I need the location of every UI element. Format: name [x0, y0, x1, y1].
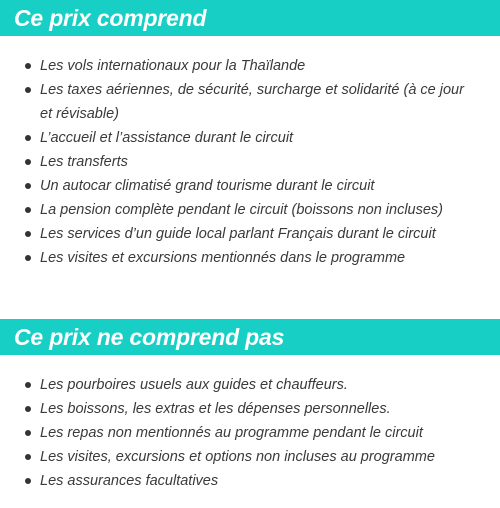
bullet-icon: [25, 255, 31, 261]
list-item-text: Les taxes aériennes, de sécurité, surcharge et solidarité (à ce jour et révisable): [40, 82, 464, 122]
included-list: [0, 54, 500, 270]
list-item-text: Les visites et excursions mentionnés dans le programme: [40, 250, 406, 266]
list-item-text: Les pourboires usuels aux guides et chauffeurs.: [40, 377, 348, 393]
list-item: [0, 54, 500, 78]
excluded-section-title: Ce prix ne comprend pas: [14, 323, 285, 350]
list-item-text: Les vols internationaux pour la Thaïlande: [40, 58, 306, 74]
bullet-icon: [25, 87, 31, 93]
list-item: [0, 78, 500, 126]
list-item: [0, 469, 500, 493]
list-item: [0, 445, 500, 469]
list-item: [0, 246, 500, 270]
list-item: [0, 198, 500, 222]
list-item-text: La pension complète pendant le circuit (boissons non incluses): [40, 202, 444, 218]
bullet-icon: [25, 382, 31, 388]
bullet-icon: [25, 63, 31, 69]
list-item-text: Les visites, excursions et options non incluses au programme: [40, 449, 435, 465]
list-item-text: Les services d’un guide local parlant Français durant le circuit: [40, 226, 436, 242]
list-item: [0, 373, 500, 397]
included-section-title: Ce prix comprend: [14, 4, 207, 31]
list-item: [0, 421, 500, 445]
bullet-icon: [25, 406, 31, 412]
list-item: [0, 222, 500, 246]
list-item-text: Un autocar climatisé grand tourisme durant le circuit: [40, 178, 375, 194]
bullet-icon: [25, 159, 31, 165]
bullet-icon: [25, 231, 31, 237]
excluded-list: [0, 373, 500, 493]
list-item: [0, 174, 500, 198]
list-item-text: L’accueil et l’assistance durant le circuit: [40, 130, 294, 146]
list-item-text: Les transferts: [40, 154, 128, 170]
excluded-section-header: [0, 319, 500, 355]
list-item: [0, 150, 500, 174]
bullet-icon: [25, 135, 31, 141]
list-item: [0, 397, 500, 421]
bullet-icon: [25, 430, 31, 436]
bullet-icon: [25, 207, 31, 213]
bullet-icon: [25, 478, 31, 484]
bullet-icon: [25, 183, 31, 189]
list-item-text: Les repas non mentionnés au programme pendant le circuit: [40, 425, 423, 441]
list-item-text: Les boissons, les extras et les dépenses personnelles.: [40, 401, 391, 417]
list-item-text: Les assurances facultatives: [40, 473, 219, 489]
included-section-header: [0, 0, 500, 36]
bullet-icon: [25, 454, 31, 460]
list-item: [0, 126, 500, 150]
